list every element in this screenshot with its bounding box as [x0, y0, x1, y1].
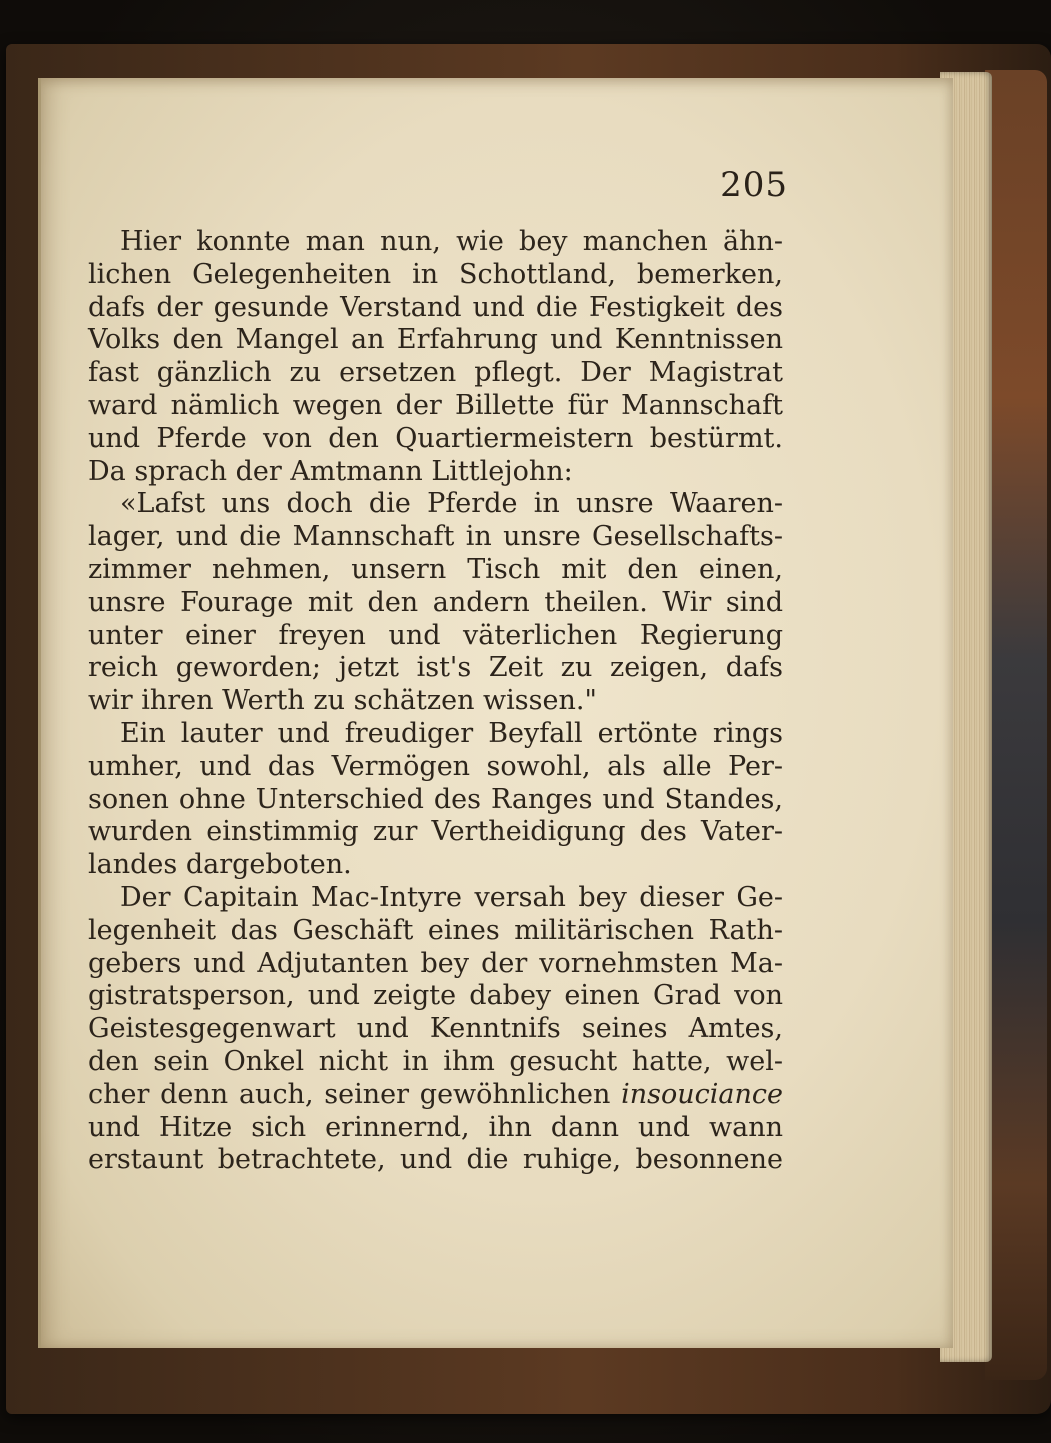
text-line-content: Ein lauter und freudiger Beyfall ertönte rings	[120, 717, 783, 749]
text-line	[88, 1144, 783, 1177]
text-line	[88, 554, 783, 587]
text-line-content: Volks den Mangel an Erfahrung und Kenntnissen	[88, 324, 783, 356]
text-line	[88, 751, 783, 784]
text-line	[88, 948, 783, 981]
text-line-content: wir ihren Werth zu schätzen wissen."	[88, 685, 597, 717]
text-line-content: Hier konnte man nun, wie bey manchen ähn-	[120, 226, 783, 257]
text-line	[88, 915, 783, 948]
text-line-content: zimmer nehmen, unsern Tisch mit den einen,	[88, 553, 783, 585]
text-line-content: dafs der gesunde Verstand und die Festigkeit des	[88, 291, 783, 323]
text-line	[88, 259, 783, 292]
text-line-content: unsre Fourage mit den andern theilen. Wir sind	[88, 586, 783, 618]
text-line-content: gistratsperson, und zeigte dabey einen Grad von	[88, 980, 783, 1012]
text-line-content: fast gänzlich zu ersetzen pflegt. Der Magistrat	[88, 357, 783, 389]
text-line	[88, 488, 783, 521]
page-number: 205	[720, 165, 788, 205]
text-line	[88, 1079, 783, 1112]
text-line-content: sonen ohne Unterschied des Ranges und Standes,	[88, 783, 783, 815]
text-line-content: cher denn auch, seiner gewöhnlichen	[88, 1078, 611, 1110]
text-line	[88, 456, 783, 489]
text-line	[88, 980, 783, 1013]
text-line-content: unter einer freyen und väterlichen Regierung	[88, 619, 783, 651]
text-line-content: wurden einstimmig zur Vertheidigung des Vater-	[88, 816, 783, 848]
text-line	[88, 882, 783, 915]
text-line-content: und Hitze sich erinnernd, ihn dann und wann	[88, 1111, 783, 1143]
text-line	[88, 1112, 783, 1145]
text-line-content: Da sprach der Amtmann Littlejohn:	[88, 455, 573, 487]
text-line-content: erstaunt betrachtete, und die ruhige, besonnene	[88, 1144, 783, 1176]
text-line	[88, 816, 783, 849]
text-line-content: und Pferde von den Quartiermeistern bestürmt.	[88, 422, 783, 454]
text-line-content: ward nämlich wegen der Billette für Mannschaft	[88, 389, 783, 421]
text-line	[88, 423, 783, 456]
text-line-content: gebers und Adjutanten bey der vornehmsten Ma-	[88, 947, 783, 979]
text-line	[88, 292, 783, 325]
text-line-content: «Lafst uns doch die Pferde in unsre Waaren-	[120, 488, 783, 520]
text-line-content: lichen Gelegenheiten in Schottland, bemerken,	[88, 258, 783, 290]
text-line-content: legenheit das Geschäft eines militärischen Rath-	[88, 914, 783, 946]
text-line-content: lager, und die Mannschaft in unsre Gesellschafts-	[88, 521, 783, 553]
text-line	[88, 521, 783, 554]
text-line	[88, 784, 783, 817]
text-line	[88, 357, 783, 390]
text-line	[88, 226, 783, 259]
text-line	[88, 587, 783, 620]
text-line	[88, 1013, 783, 1046]
italic-word: insouciance	[621, 1078, 783, 1110]
text-line	[88, 324, 783, 357]
text-line-content: Der Capitain Mac-Intyre versah bey dieser Ge-	[120, 881, 783, 913]
text-line-content: Geistesgegenwart und Kenntnifs seines Amtes,	[88, 1013, 783, 1045]
text-line-content: den sein Onkel nicht in ihm gesucht hatte, wel-	[88, 1045, 783, 1077]
text-line-content: reich geworden; jetzt ist's Zeit zu zeigen, dafs	[88, 652, 783, 684]
text-line	[88, 1046, 783, 1079]
text-line	[88, 849, 783, 882]
text-line	[88, 718, 783, 751]
text-line	[88, 652, 783, 685]
text-line	[88, 390, 783, 423]
text-line-content: landes dargeboten.	[88, 849, 352, 881]
text-line	[88, 620, 783, 653]
book-cover-edge	[985, 70, 1047, 1380]
text-line	[88, 685, 783, 718]
text-line-content: umher, und das Vermögen sowohl, als alle Per-	[88, 750, 783, 782]
page-text	[88, 226, 783, 1177]
